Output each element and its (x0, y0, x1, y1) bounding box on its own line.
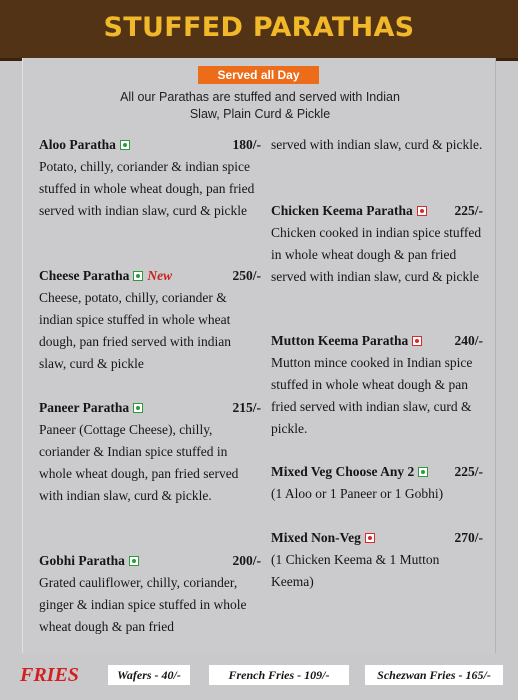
veg-icon (133, 271, 143, 281)
fries-item-schezwan-fries: Schezwan Fries - 165/- (365, 665, 503, 685)
item-price: 240/- (454, 333, 483, 348)
item-description: Potato, chilly, coriander & indian spice stuffed in whole wheat dough, pan fried served with indian slaw, curd & pickle (39, 159, 255, 218)
item-description: Cheese, potato, chilly, coriander & indian spice stuffed in whole wheat dough, pan fried served with indian slaw, curd & pickle (39, 290, 231, 371)
menu-title: STUFFED PARATHAS (103, 12, 415, 43)
menu-item-mutton-keema-paratha (271, 330, 483, 440)
fries-item-french-fries: French Fries - 109/- (209, 665, 349, 685)
item-description: served with indian slaw, curd & pickle. (271, 137, 483, 152)
menu-item-mixed-non-veg (271, 527, 483, 593)
nonveg-icon (417, 206, 427, 216)
item-price: 225/- (454, 203, 483, 218)
menu-item-mixed-veg (271, 461, 483, 505)
item-name: Mutton Keema Paratha (271, 333, 409, 348)
item-name: Mixed Veg Choose Any 2 (271, 464, 415, 479)
veg-icon (129, 556, 139, 566)
gobhi-description-continued (271, 134, 483, 156)
item-description: Grated cauliflower, chilly, coriander, ginger & indian spice stuffed in whole wheat dough & pan fried (39, 575, 247, 634)
item-price: 200/- (232, 553, 261, 568)
fries-footer (0, 653, 518, 700)
nonveg-icon (412, 336, 422, 346)
item-price: 215/- (232, 400, 261, 415)
intro-text: All our Parathas are stuffed and served with Indian Slaw, Plain Curd & Pickle (120, 90, 400, 121)
new-tag: New (147, 268, 173, 283)
item-description: Chicken cooked in indian spice stuffed in whole wheat dough & pan fried served with indian slaw, curd & pickle (271, 225, 482, 284)
item-name: Chicken Keema Paratha (271, 203, 413, 218)
menu-item-gobhi-paratha (39, 550, 261, 638)
item-name: Aloo Paratha (39, 137, 116, 152)
item-name: Mixed Non-Veg (271, 530, 361, 545)
item-description: (1 Chicken Keema & 1 Mutton Keema) (271, 552, 440, 589)
served-all-day-badge: Served all Day (198, 66, 319, 84)
menu-item-cheese-paratha (39, 265, 261, 375)
veg-icon (418, 467, 428, 477)
item-price: 180/- (232, 137, 261, 152)
nonveg-icon (365, 533, 375, 543)
item-price: 225/- (454, 464, 483, 479)
item-description: (1 Aloo or 1 Paneer or 1 Gobhi) (271, 486, 444, 501)
fries-item-wafers: Wafers - 40/- (108, 665, 190, 685)
veg-icon (133, 403, 143, 413)
item-name: Cheese Paratha (39, 268, 130, 283)
menu-item-chicken-keema-paratha (271, 200, 483, 288)
menu-item-aloo-paratha (39, 134, 261, 222)
item-price: 270/- (454, 530, 483, 545)
item-name: Paneer Paratha (39, 400, 130, 415)
item-name: Gobhi Paratha (39, 553, 125, 568)
item-description: Mutton mince cooked in Indian spice stuffed in whole wheat dough & pan fried served with indian slaw, curd & pickle. (271, 355, 473, 436)
menu-item-paneer-paratha (39, 397, 261, 507)
menu-header (0, 0, 518, 61)
fries-title: FRIES (20, 664, 79, 686)
item-description: Paneer (Cottage Cheese), chilly, coriander & Indian spice stuffed in whole wheat dough, pan fried served with indian slaw, curd & pickle. (39, 422, 239, 503)
item-price: 250/- (232, 268, 261, 283)
veg-icon (120, 140, 130, 150)
